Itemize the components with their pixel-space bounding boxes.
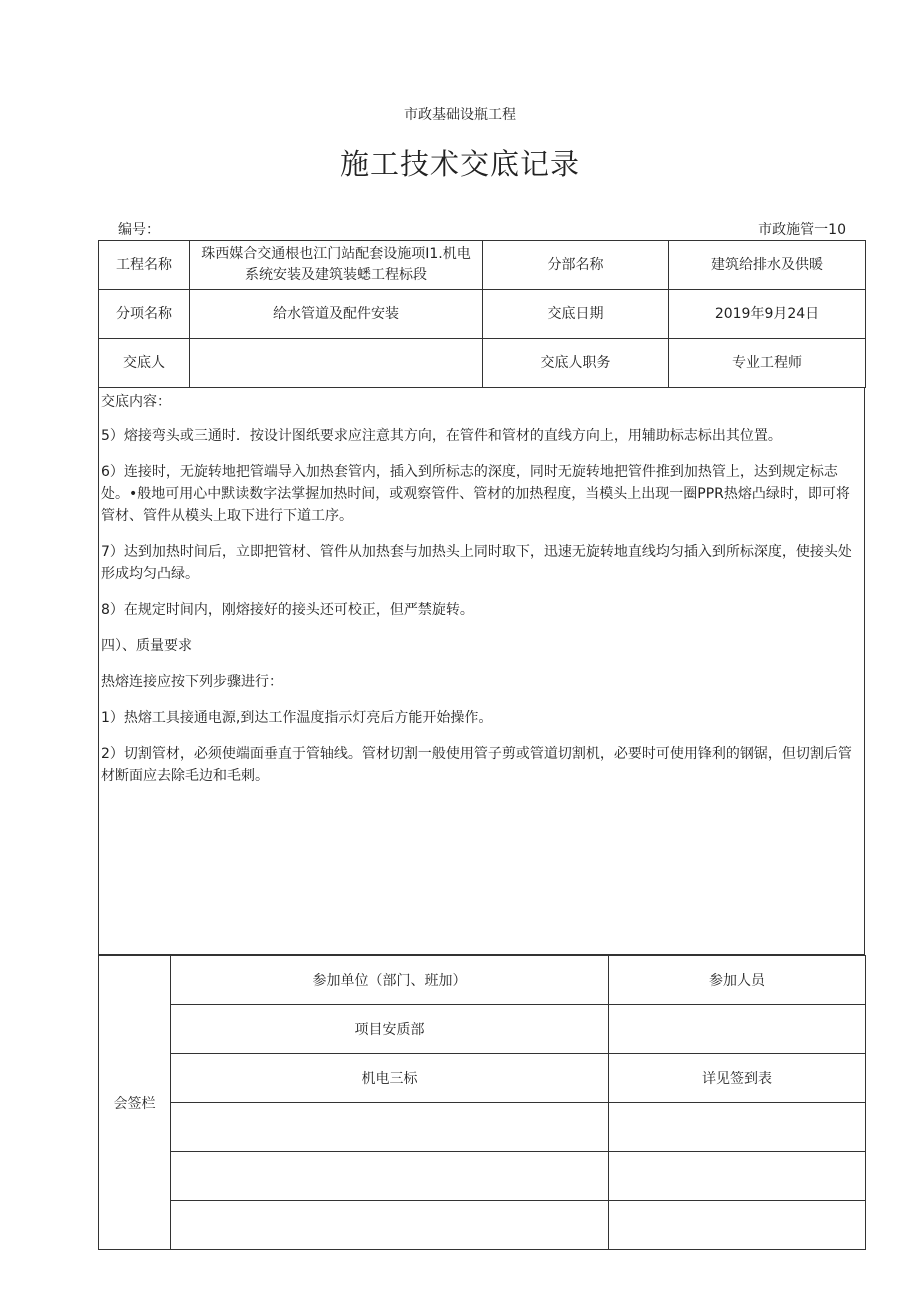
content-paragraph: 5）熔接弯头或三通时．按设计图纸要求应注意其方向，在管件和管材的直线方向上，用辅助标志标出其位置。 — [101, 428, 782, 444]
signoff-unit: 机电三标 — [171, 1054, 609, 1103]
content-paragraph: 6）连接时，无旋转地把管端导入加热套管内，插入到所标志的深度，同时无旋转地把管件推到加热管上，达到规定标志处。•般地可用心中默读数字法掌握加热时间，或观察管件、管材的加热程度，当模头上出现一圈PPR热熔凸绿时，即可将管材、管件从模头上取下进行下道工序。 — [101, 464, 850, 524]
signoff-table — [98, 955, 866, 1250]
content-section — [98, 388, 865, 955]
position-label: 交底人职务 — [483, 339, 669, 388]
signoff-row — [99, 1103, 866, 1152]
division-value: 建筑给排水及供暖 — [669, 241, 866, 290]
person-label: 交底人 — [99, 339, 190, 388]
signoff-people — [609, 1152, 866, 1201]
content-label: 交底内容： — [101, 394, 171, 410]
content-paragraph: 7）达到加热时间后，立即把管材、管件从加热套与加热头上同时取下，迅速无旋转地直线均匀插入到所标深度，使接头处形成均匀凸绿。 — [101, 544, 852, 582]
signoff-unit — [171, 1103, 609, 1152]
content-paragraph: 热熔连接应按下列步骤进行： — [101, 674, 283, 690]
content-paragraph: 2）切割管材，必须使端面垂直于管轴线。管材切割一般使用管子剪或管道切割机，必要时可使用锋利的钢锯，但切割后管材断面应去除毛边和毛刺。 — [101, 746, 852, 784]
position-value: 专业工程师 — [669, 339, 866, 388]
item-label: 分项名称 — [99, 290, 190, 339]
person-value — [190, 339, 483, 388]
signoff-col-people: 参加人员 — [609, 956, 866, 1005]
signoff-unit: 项目安质部 — [171, 1005, 609, 1054]
signoff-col-unit: 参加单位（部门、班加） — [171, 956, 609, 1005]
division-label: 分部名称 — [483, 241, 669, 290]
project-name-label: 工程名称 — [99, 241, 190, 290]
info-row-project — [99, 241, 866, 290]
number-label: 编号： — [118, 222, 160, 238]
info-row-item — [99, 290, 866, 339]
signoff-row — [99, 1152, 866, 1201]
item-value: 给水管道及配件安装 — [190, 290, 483, 339]
project-name-value: 珠西媒合交通根也江门站配套设施项I1.机电系统安装及建筑装蟋工程标段 — [190, 241, 483, 290]
info-row-person — [99, 339, 866, 388]
signoff-header-row — [99, 956, 866, 1005]
signoff-row — [99, 1201, 866, 1250]
date-label: 交底日期 — [483, 290, 669, 339]
document-subtitle: 市政基础设瓶工程 — [404, 107, 516, 123]
signoff-row — [99, 1005, 866, 1054]
signoff-people — [609, 1201, 866, 1250]
signoff-people: 详见签到表 — [609, 1054, 866, 1103]
date-value: 2019年9月24日 — [669, 290, 866, 339]
signoff-people — [609, 1005, 866, 1054]
signoff-label: 会签栏 — [99, 956, 171, 1250]
signoff-people — [609, 1103, 866, 1152]
document-title: 施工技术交底记录 — [339, 147, 580, 181]
info-table — [98, 240, 866, 388]
content-paragraph: 四）、质量要求 — [101, 638, 192, 654]
form-code: 市政施管一10 — [758, 222, 846, 238]
content-paragraph: 1）热熔工具接通电源,到达工作温度指示灯亮后方能开始操作。 — [101, 710, 493, 726]
content-paragraph: 8）在规定时间内，刚熔接好的接头还可校正，但严禁旋转。 — [101, 602, 474, 618]
signoff-unit — [171, 1201, 609, 1250]
signoff-unit — [171, 1152, 609, 1201]
signoff-row — [99, 1054, 866, 1103]
